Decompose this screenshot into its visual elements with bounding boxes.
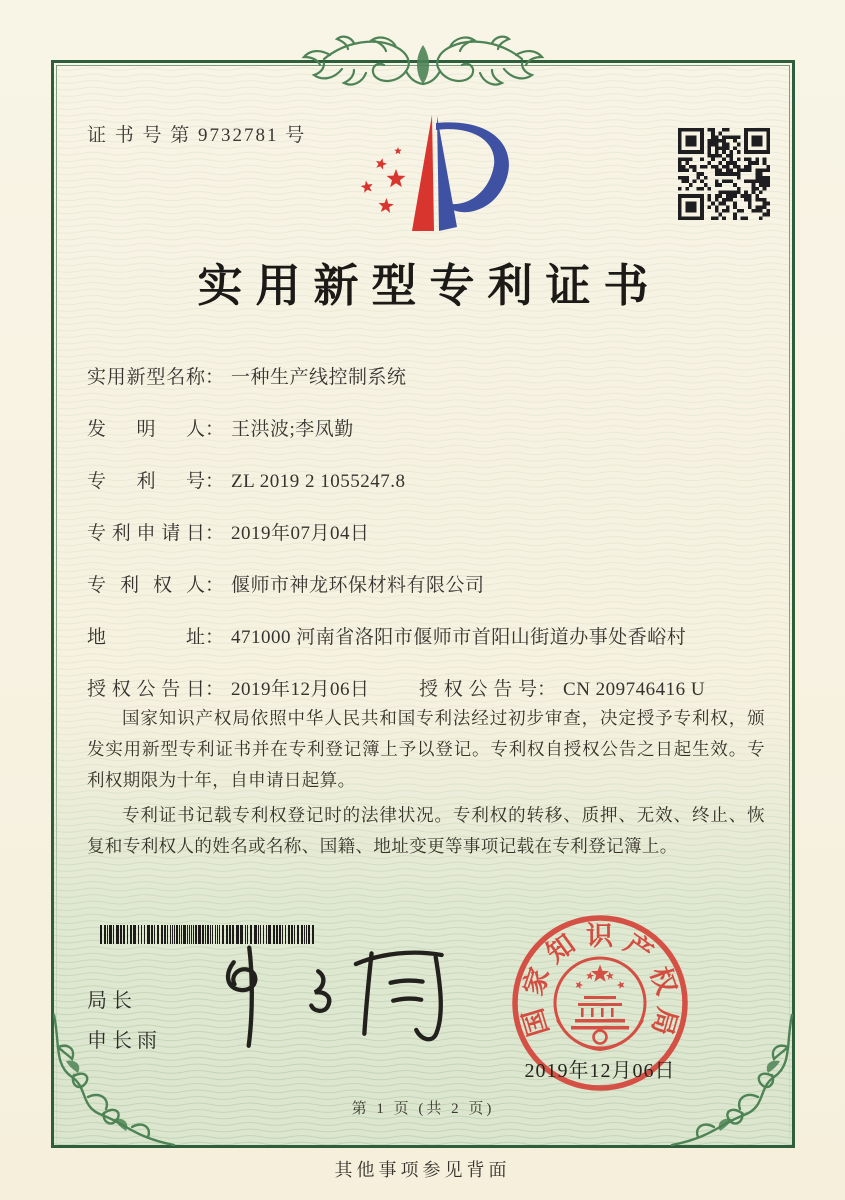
back-note: 其他事项参见背面 (334, 1160, 511, 1180)
field-value: CN 209746416 U (563, 679, 706, 700)
decorative-border-frame (51, 60, 795, 1148)
field-value: 471000 河南省洛阳市偃师市首阳山街道办事处香峪村 (231, 627, 687, 648)
seal-date: 2019年12月06日 (524, 1060, 676, 1082)
field-label: 专利申请日 (87, 523, 205, 544)
field-label: 专利号 (87, 471, 205, 492)
field-row: 地址： 471000 河南省洛阳市偃师市首阳山街道办事处香峪村 (87, 622, 767, 652)
commissioner-role: 局长 (87, 990, 137, 1012)
qr-code-icon (678, 128, 770, 220)
legal-paragraph: 专利证书记载专利权登记时的法律状况。专利权的转移、质押、无效、终止、恢复和专利权人的姓名或名称、国籍、地址变更等事项记载在专利登记簿上。 (87, 805, 765, 856)
field-row: 实用新型名称： 一种生产线控制系统 (87, 362, 767, 392)
field-row: 专利号： ZL 2019 2 1055247.8 (87, 466, 767, 496)
field-label: 地址 (87, 627, 205, 648)
field-value: 王洪波;李凤勤 (231, 419, 354, 440)
field-row: 发明人： 王洪波;李凤勤 (87, 414, 767, 444)
corner-flourish-icon (48, 1009, 180, 1151)
field-row: 专利申请日： 2019年07月04日 (87, 518, 767, 548)
field-value: 一种生产线控制系统 (231, 367, 407, 388)
page-number: 第 1 页 (共 2 页) (351, 1101, 495, 1117)
handwritten-signature (201, 937, 453, 1055)
field-value: 2019年07月04日 (231, 523, 370, 544)
svg-text:国家知识产权局: 国家知识产权局 (517, 920, 683, 1040)
certificate-number: 证 书 号 第 9732781 号 (87, 125, 307, 146)
field-value: ZL 2019 2 1055247.8 (231, 471, 406, 492)
field-label: 发明人 (87, 419, 205, 440)
legal-text (87, 703, 765, 866)
field-list (87, 362, 767, 726)
field-value: 偃师市神龙环保材料有限公司 (231, 575, 485, 596)
field-row: 授权公告日： 2019年12月06日 授权公告号： CN 209746416 U (87, 674, 767, 704)
field-label: 授权公告号 (419, 679, 537, 700)
dragon-ornament-icon (258, 29, 588, 91)
certificate-title: 实用新型专利证书 (197, 261, 662, 311)
cnipa-logo-icon (350, 113, 528, 237)
field-value: 2019年12月06日 (231, 679, 370, 700)
field-label: 实用新型名称 (87, 367, 205, 388)
field-label: 授权公告日 (87, 679, 205, 700)
legal-paragraph: 国家知识产权局依照中华人民共和国专利法经过初步审查，决定授予专利权，颁发实用新型专利证书并在专利登记簿上予以登记。专利权自授权公告之日起生效。专利权期限为十年，自申请日起算。 (87, 708, 765, 790)
field-row: 专利权人： 偃师市神龙环保材料有限公司 (87, 570, 767, 600)
field-row-secondary: 授权公告号： CN 209746416 U (419, 674, 705, 701)
field-label: 专利权人 (87, 575, 205, 596)
commissioner-name: 申长雨 (87, 1030, 162, 1052)
